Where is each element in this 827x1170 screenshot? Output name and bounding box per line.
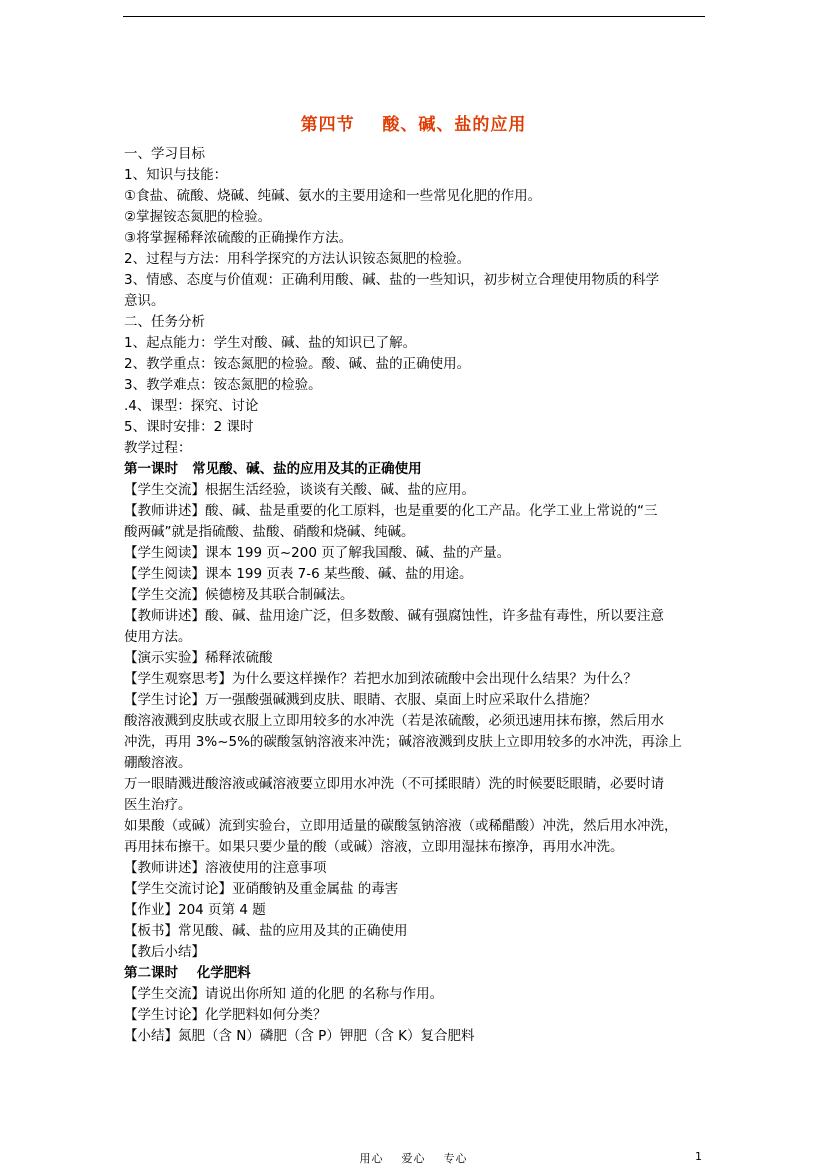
body-line: 【学生阅读】课本 199 页表 7-6 某些酸、碱、盐的用途。 bbox=[124, 566, 473, 582]
body-line: 硼酸溶液。 bbox=[124, 755, 192, 771]
body-line: 【板书】常见酸、碱、盐的应用及其的正确使用 bbox=[124, 923, 408, 939]
page-title: 第四节 酸、碱、盐的应用 bbox=[300, 115, 527, 135]
body-line: 【演示实验】稀释浓硫酸 bbox=[124, 650, 273, 666]
document-body bbox=[124, 144, 706, 1047]
body-line: 如果酸（或碱）流到实验台，立即用适量的碳酸氢钠溶液（或稀醋酸）冲洗，然后用水冲洗， bbox=[124, 818, 678, 834]
body-line: 【学生观察思考】为什么要这样操作？若把水加到浓硫酸中会出现什么结果？为什么？ bbox=[124, 671, 637, 687]
body-line: 【小结】氮肥（含 N）磷肥（含 P）钾肥（含 K）复合肥料 bbox=[124, 1028, 475, 1044]
body-line: 【教后小结】 bbox=[124, 944, 205, 960]
body-line: 医生治疗。 bbox=[124, 797, 192, 813]
body-line: ③将掌握稀释浓硫酸的正确操作方法。 bbox=[124, 230, 353, 246]
body-line: 3、教学难点：铵态氮肥的检验。 bbox=[124, 377, 322, 393]
body-line: 【学生交流】候德榜及其联合制碱法。 bbox=[124, 587, 354, 603]
body-line: 2、教学重点：铵态氮肥的检验。酸、碱、盐的正确使用。 bbox=[124, 356, 471, 372]
section-heading: 第一课时 常见酸、碱、盐的应用及其的正确使用 bbox=[124, 461, 422, 477]
body-line: 冲洗，再用 3%~5%的碳酸氢钠溶液来冲洗；碱溶液溅到皮肤上立即用较多的水冲洗，再涂上 bbox=[124, 734, 682, 750]
body-line: 【教师讲述】溶液使用的注意事项 bbox=[124, 860, 327, 876]
body-line: ①食盐、硫酸、烧碱、纯碱、氨水的主要用途和一些常见化肥的作用。 bbox=[124, 188, 542, 204]
body-line: 【学生交流】请说出你所知 道的化肥 的名称与作用。 bbox=[124, 986, 444, 1002]
body-line: 意识。 bbox=[124, 293, 165, 309]
header-rule bbox=[123, 16, 705, 17]
body-line: 【作业】204 页第 4 题 bbox=[124, 902, 266, 918]
body-line: 再用抹布擦干。如果只要少量的酸（或碱）溶液，立即用湿抹布擦净，再用水冲洗。 bbox=[124, 839, 624, 855]
body-line: 【学生阅读】课本 199 页~200 页了解我国酸、碱、盐的产量。 bbox=[124, 545, 511, 561]
body-line: 3、情感、态度与价值观：正确利用酸、碱、盐的一些知识，初步树立合理使用物质的科学 bbox=[124, 272, 660, 288]
body-line: 酸两碱”就是指硫酸、盐酸、硝酸和烧碱、纯碱。 bbox=[124, 524, 415, 540]
body-line: 1、起点能力：学生对酸、碱、盐的知识已了解。 bbox=[124, 335, 417, 351]
footer-motto: 用心 爱心 专心 bbox=[359, 1152, 468, 1165]
body-line: 酸溶液溅到皮肤或衣服上立即用较多的水冲洗（若是浓硫酸，必须迅速用抹布擦，然后用水 bbox=[124, 713, 664, 729]
body-line: 2、过程与方法：用科学探究的方法认识铵态氮肥的检验。 bbox=[124, 251, 471, 267]
body-line: 教学过程： bbox=[124, 440, 192, 456]
body-line: 一、学习目标 bbox=[124, 146, 205, 162]
body-line: 二、任务分析 bbox=[124, 314, 205, 330]
body-line: .4、课型：探究、讨论 bbox=[124, 398, 259, 414]
body-line: 【教师讲述】酸、碱、盐是重要的化工原料，也是重要的化工产品。化学工业上常说的“三 bbox=[124, 503, 658, 519]
body-line: 【学生交流】根据生活经验，谈谈有关酸、碱、盐的应用。 bbox=[124, 482, 475, 498]
page-footer bbox=[0, 1150, 827, 1170]
body-line: 1、知识与技能： bbox=[124, 167, 228, 183]
body-line: 【学生讨论】万一强酸强碱溅到皮肤、眼睛、衣服、桌面上时应采取什么措施？ bbox=[124, 692, 597, 708]
body-line: 【教师讲述】酸、碱、盐用途广泛，但多数酸、碱有强腐蚀性，许多盐有毒性，所以要注意 bbox=[124, 608, 664, 624]
body-line: ②掌握铵态氮肥的检验。 bbox=[124, 209, 272, 225]
body-line: 5、课时安排：2 课时 bbox=[124, 419, 254, 435]
section-heading: 第二课时 化学肥料 bbox=[124, 965, 251, 981]
page-number: 1 bbox=[695, 1150, 702, 1163]
body-line: 万一眼睛溅进酸溶液或碱溶液要立即用水冲洗（不可揉眼睛）洗的时候要眨眼睛，必要时请 bbox=[124, 776, 664, 792]
body-line: 【学生讨论】化学肥料如何分类？ bbox=[124, 1007, 327, 1023]
body-line: 使用方法。 bbox=[124, 629, 192, 645]
body-line: 【学生交流讨论】亚硝酸钠及重金属盐 的毒害 bbox=[124, 881, 399, 897]
